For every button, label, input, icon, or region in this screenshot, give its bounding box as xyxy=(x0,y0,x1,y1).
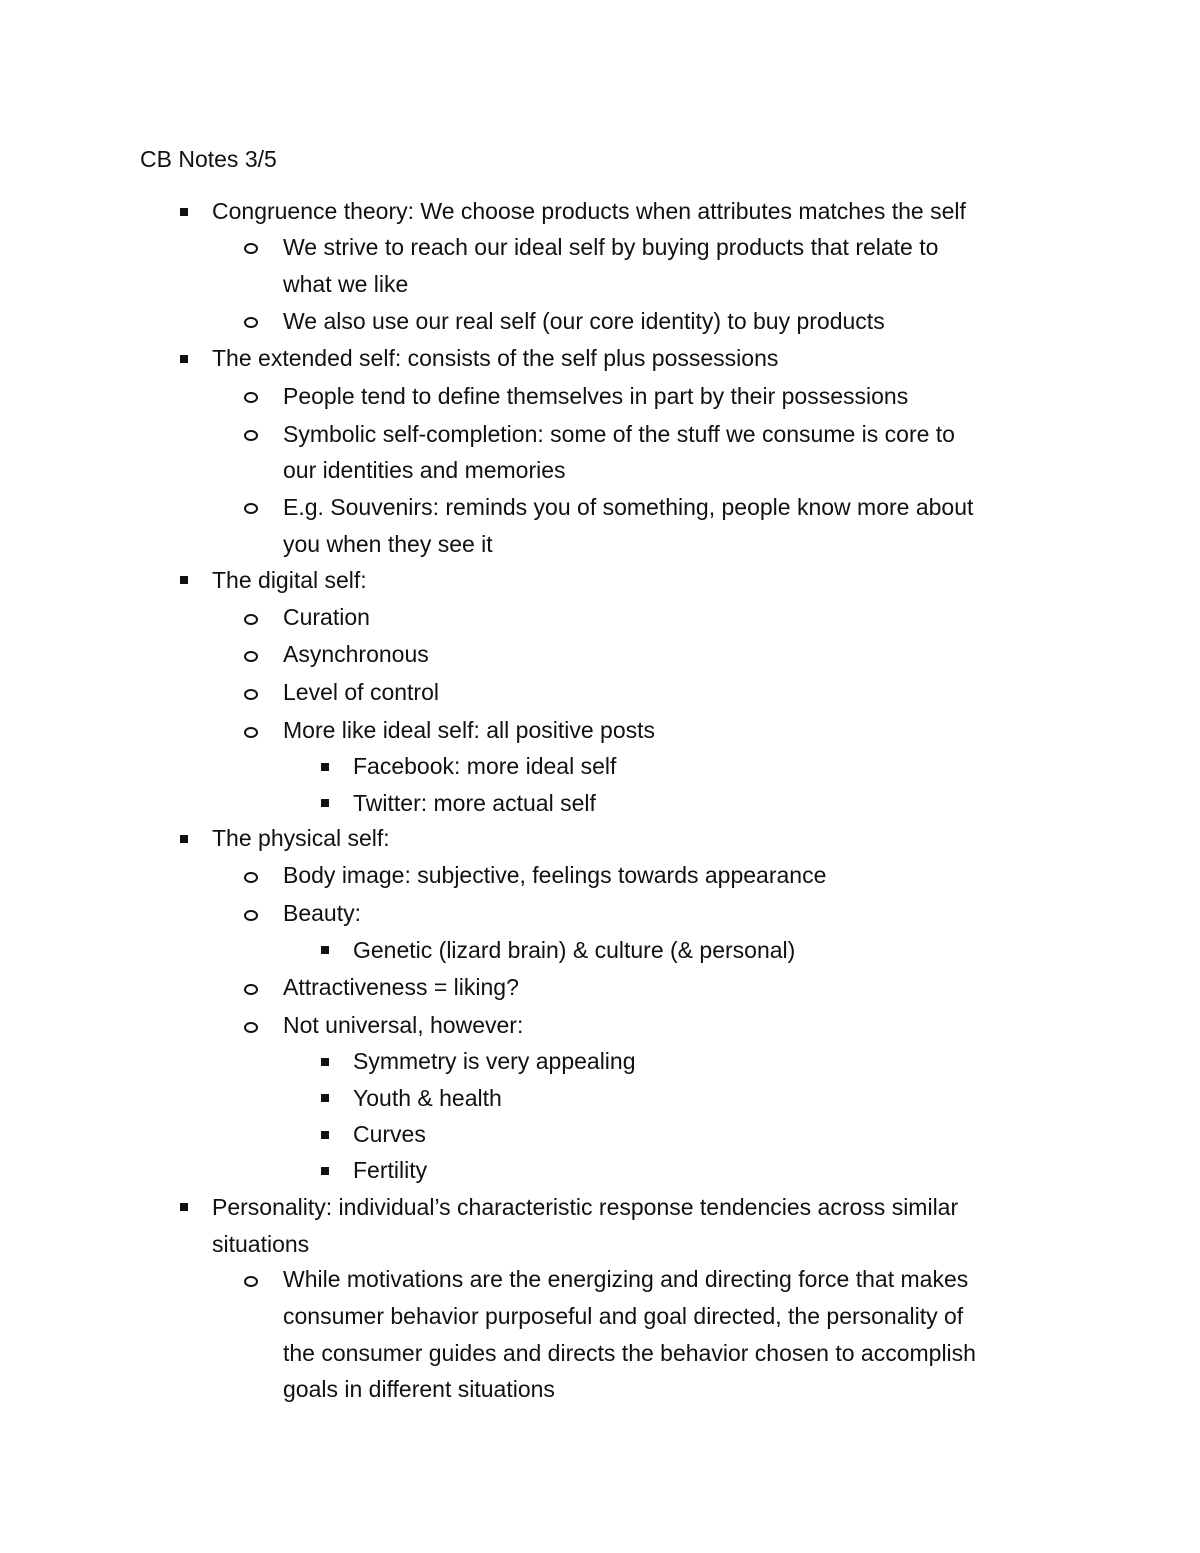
bullet-item-continued: situations xyxy=(212,1231,310,1257)
sub-sub-bullet-item: Curves xyxy=(353,1121,426,1147)
bullet-item: The physical self: xyxy=(212,825,390,851)
square-bullet-icon xyxy=(180,355,188,363)
square-bullet-icon xyxy=(321,1094,329,1102)
sub-sub-bullet-item: Youth & health xyxy=(353,1085,502,1111)
sub-bullet-item-continued: goals in different situations xyxy=(283,1376,555,1402)
sub-bullet-item: People tend to define themselves in part by their possessions xyxy=(283,383,909,409)
square-bullet-icon xyxy=(321,1167,329,1175)
sub-bullet-item: Level of control xyxy=(283,679,439,705)
sub-bullet-item: E.g. Souvenirs: reminds you of something, people know more about xyxy=(283,494,974,520)
bullet-item: Personality: individual’s characteristic response tendencies across similar xyxy=(212,1194,959,1220)
sub-sub-bullet-item: Symmetry is very appealing xyxy=(353,1048,636,1074)
sub-bullet-item-continued: consumer behavior purposeful and goal directed, the personality of xyxy=(283,1303,964,1329)
sub-bullet-item: We also use our real self (our core identity) to buy products xyxy=(283,308,885,334)
circle-bullet-icon xyxy=(244,614,258,625)
sub-bullet-item: Asynchronous xyxy=(283,641,429,667)
page-title: CB Notes 3/5 xyxy=(140,146,277,172)
circle-bullet-icon xyxy=(244,430,258,441)
circle-bullet-icon xyxy=(244,651,258,662)
bullet-item: The extended self: consists of the self plus possessions xyxy=(212,345,779,371)
bullet-item: The digital self: xyxy=(212,567,367,593)
sub-bullet-item: Not universal, however: xyxy=(283,1012,524,1038)
sub-bullet-item: Body image: subjective, feelings towards appearance xyxy=(283,862,827,888)
square-bullet-icon xyxy=(180,835,188,843)
circle-bullet-icon xyxy=(244,1022,258,1033)
sub-sub-bullet-item: Genetic (lizard brain) & culture (& personal) xyxy=(353,937,796,963)
sub-bullet-item: More like ideal self: all positive posts xyxy=(283,717,655,743)
square-bullet-icon xyxy=(321,1131,329,1139)
sub-bullet-item: Attractiveness = liking? xyxy=(283,974,519,1000)
sub-bullet-item: We strive to reach our ideal self by buying products that relate to xyxy=(283,234,939,260)
sub-bullet-item: While motivations are the energizing and directing force that makes xyxy=(283,1266,969,1292)
sub-bullet-item: Symbolic self-completion: some of the stuff we consume is core to xyxy=(283,421,955,447)
sub-bullet-item: Beauty: xyxy=(283,900,361,926)
sub-bullet-item-continued: you when they see it xyxy=(283,531,493,557)
circle-bullet-icon xyxy=(244,984,258,995)
sub-sub-bullet-item: Facebook: more ideal self xyxy=(353,753,617,779)
bullet-item: Congruence theory: We choose products when attributes matches the self xyxy=(212,198,966,224)
sub-sub-bullet-item: Twitter: more actual self xyxy=(353,790,596,816)
sub-bullet-item: Curation xyxy=(283,604,370,630)
sub-sub-bullet-item: Fertility xyxy=(353,1157,428,1183)
circle-bullet-icon xyxy=(244,392,258,403)
sub-bullet-item-continued: our identities and memories xyxy=(283,457,566,483)
circle-bullet-icon xyxy=(244,1276,258,1287)
square-bullet-icon xyxy=(180,208,188,216)
square-bullet-icon xyxy=(321,946,329,954)
square-bullet-icon xyxy=(321,763,329,771)
square-bullet-icon xyxy=(321,1058,329,1066)
circle-bullet-icon xyxy=(244,243,258,254)
sub-bullet-item-continued: the consumer guides and directs the behavior chosen to accomplish xyxy=(283,1340,976,1366)
circle-bullet-icon xyxy=(244,317,258,328)
sub-bullet-item-continued: what we like xyxy=(283,271,409,297)
square-bullet-icon xyxy=(180,576,188,584)
circle-bullet-icon xyxy=(244,727,258,738)
circle-bullet-icon xyxy=(244,689,258,700)
square-bullet-icon xyxy=(180,1203,188,1211)
circle-bullet-icon xyxy=(244,910,258,921)
circle-bullet-icon xyxy=(244,872,258,883)
square-bullet-icon xyxy=(321,799,329,807)
circle-bullet-icon xyxy=(244,503,258,514)
